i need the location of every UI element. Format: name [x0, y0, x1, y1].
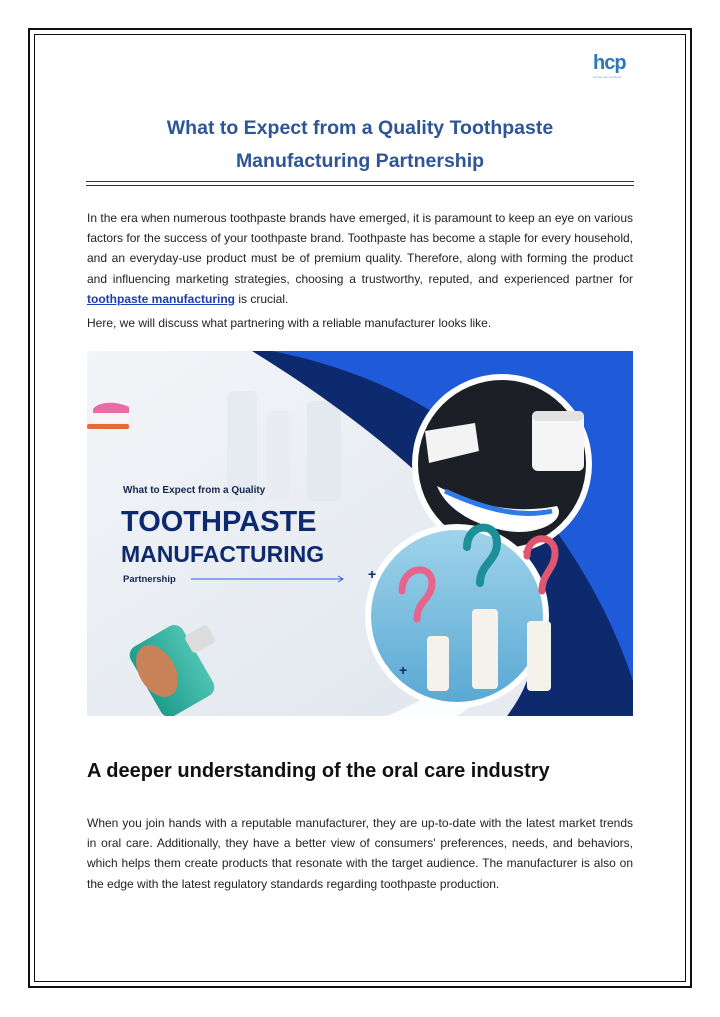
- title-line-2: Manufacturing Partnership: [235, 150, 485, 172]
- title-divider: [86, 181, 634, 182]
- section-paragraph: When you join hands with a reputable manufacturer, they are up-to-date with the latest market trends in oral care. Additionally, they have a better view of consumers' preferences, needs, and behaviors, which helps them create products that resonate with the target audience. The manufacturer is also on the edge with the latest regulatory standards regarding toothpaste production.: [87, 816, 633, 891]
- logo-text: hcp: [593, 52, 626, 74]
- banner-headline-2: MANUFACTURING: [121, 541, 325, 567]
- banner-tagline: Partnership: [123, 574, 176, 585]
- intro-text: In the era when numerous toothpaste brands have emerged, it is paramount to keep an eye on various factors for the success of your toothpaste brand. Toothpaste has become a staple for every household, and an everyday-use product must be of premium quality. Therefore, along with forming the product and influencing marketing strategies, choosing a trustworthy, reputed, and experienced partner for: [87, 211, 633, 286]
- title-line-1: What to Expect from a Quality Toothpaste: [166, 117, 554, 139]
- intro-text-end: is crucial.: [235, 291, 289, 306]
- banner-plus-2: +: [399, 662, 408, 678]
- banner-headline-1: TOOTHPASTE: [121, 506, 317, 538]
- intro-paragraph: [87, 208, 633, 309]
- document-title: [88, 112, 632, 178]
- toothpaste-manufacturing-link[interactable]: toothpaste manufacturing: [87, 291, 236, 306]
- intro-paragraph-2: Here, we will discuss what partnering with a reliable manufacturer looks like.: [87, 316, 492, 330]
- title-divider-thin: [86, 185, 634, 186]
- hero-banner-image: [87, 351, 633, 716]
- hcp-logo: [593, 52, 633, 82]
- section-heading: A deeper understanding of the oral care industry: [87, 760, 550, 782]
- banner-subtitle: What to Expect from a Quality: [123, 485, 266, 496]
- logo-tagline: human care products: [593, 75, 622, 79]
- banner-plus-1: +: [368, 566, 377, 582]
